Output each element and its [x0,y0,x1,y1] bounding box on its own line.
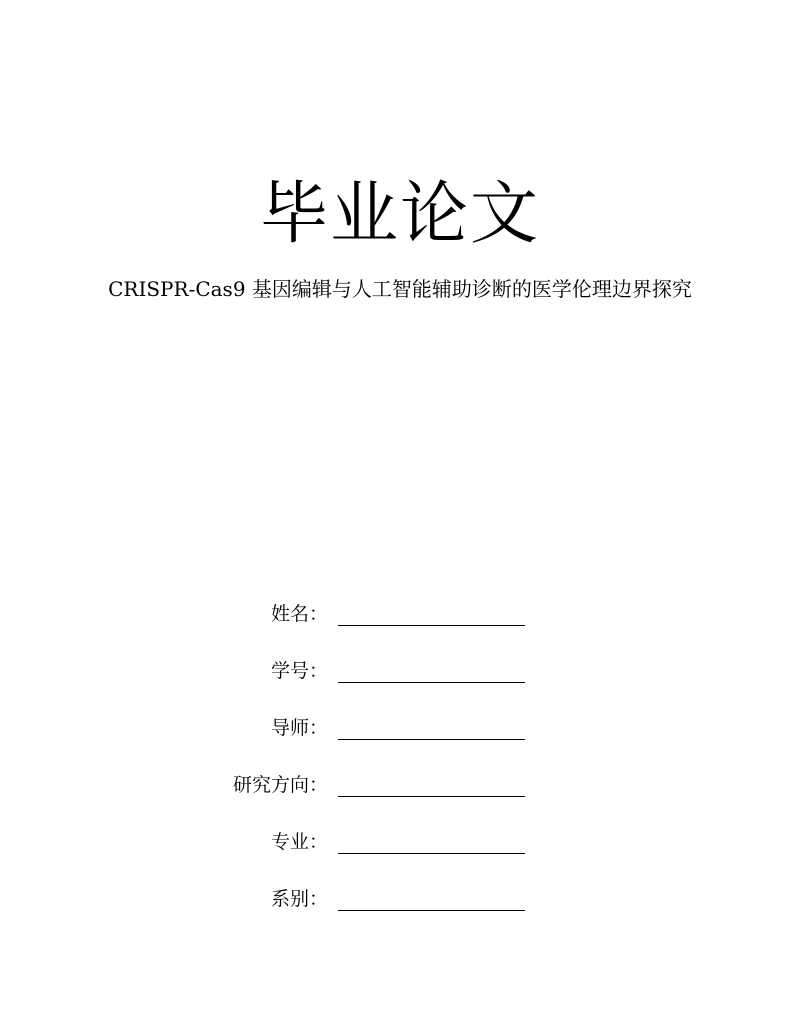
thesis-subtitle: CRISPR-Cas9 基因编辑与人工智能辅助诊断的医学伦理边界探究 [108,277,692,301]
major-label: 专业： [270,831,328,853]
major-blank-line [338,853,525,854]
student-id-blank-line [338,682,525,683]
info-row-research-direction [0,769,800,805]
department-blank-line [338,910,525,911]
advisor-blank-line [338,739,525,740]
page-title: 毕业论文 [259,175,540,254]
student-id-label: 学号： [270,660,328,682]
info-row-department [0,883,800,919]
name-label: 姓名： [270,603,328,625]
info-row-advisor [0,712,800,748]
advisor-label: 导师： [270,717,328,739]
info-row-student-id [0,655,800,691]
research-direction-blank-line [338,796,525,797]
department-label: 系别： [270,888,328,910]
name-blank-line [338,625,525,626]
research-direction-label: 研究方向： [232,774,328,796]
info-row-major [0,826,800,862]
info-row-name [0,598,800,634]
